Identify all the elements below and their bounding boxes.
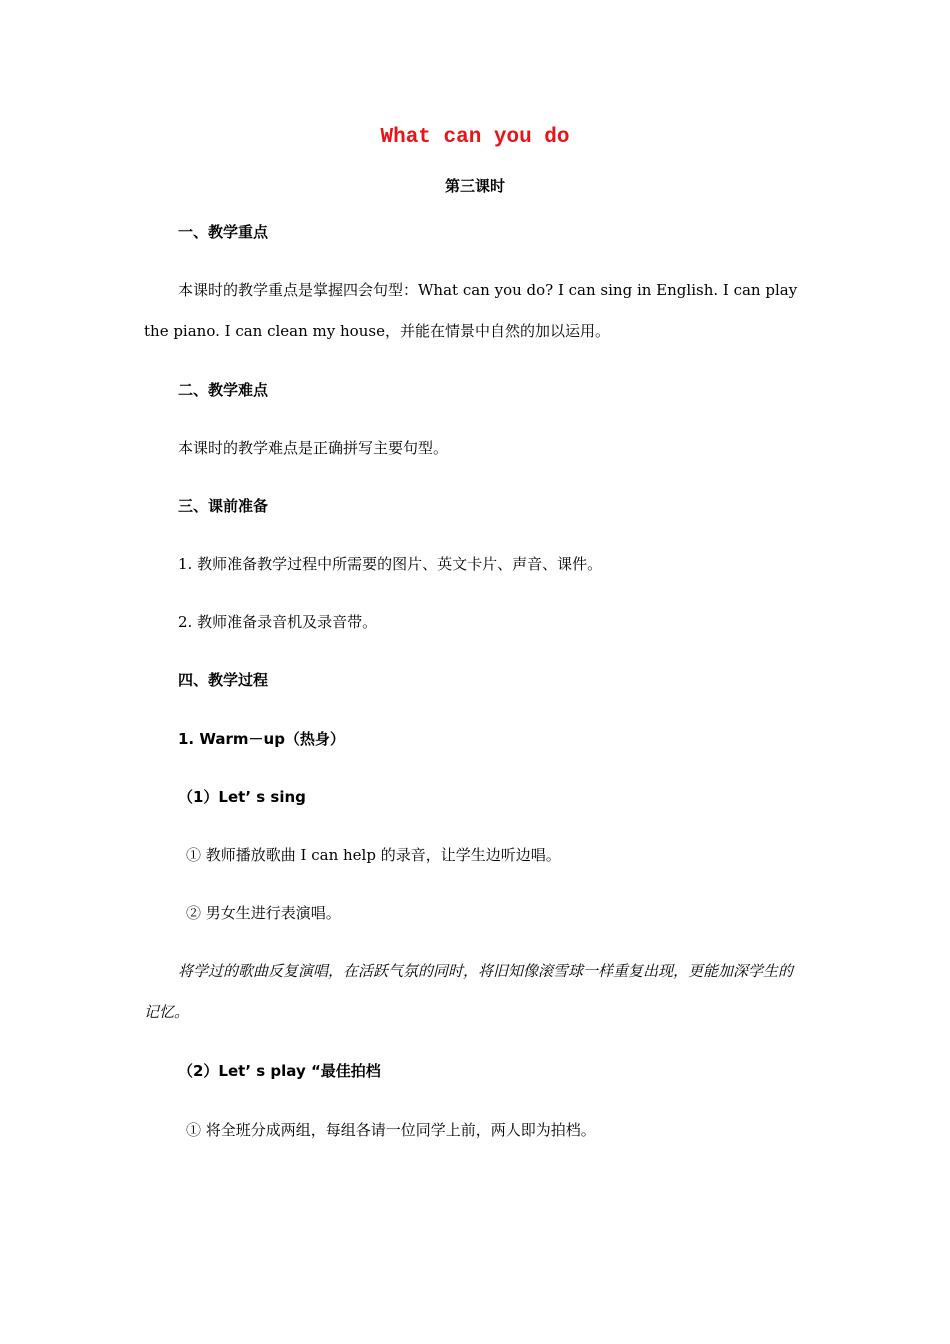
lets-sing-item-1: ① 教师播放歌曲 I can help 的录音，让学生边听边唱。 <box>186 846 561 864</box>
section-heading-process: 四、教学过程 <box>178 671 269 689</box>
section-heading-difficulties: 二、教学难点 <box>178 381 269 399</box>
preparation-item-1: 1. 教师准备教学过程中所需要的图片、英文卡片、声音、课件。 <box>178 555 603 573</box>
lets-sing-item-2: ② 男女生进行表演唱。 <box>186 904 341 922</box>
lesson-subtitle: 第三课时 <box>444 177 505 195</box>
section-heading-key-points: 一、教学重点 <box>178 223 269 241</box>
process-sub-lets-sing: （1）Let’ s sing <box>178 788 306 806</box>
section-heading-preparation: 三、课前准备 <box>178 497 269 515</box>
document-title: What can you do <box>380 126 570 149</box>
key-points-paragraph: 本课时的教学重点是掌握四会句型：What can you do? I can sing in English. I can play the piano. I can clean my house，并能在情景中自然的加以运用。 <box>144 281 798 340</box>
preparation-item-2: 2. 教师准备录音机及录音带。 <box>178 613 378 631</box>
difficulties-paragraph: 本课时的教学难点是正确拼写主要句型。 <box>178 439 449 457</box>
process-step-warm-up: 1. Warm－up（热身） <box>178 730 345 748</box>
teaching-note: 将学过的歌曲反复演唱，在活跃气氛的同时，将旧知像滚雪球一样重复出现，更能加深学生的记忆。 <box>144 962 794 1021</box>
process-sub-lets-play: （2）Let’ s play “最佳拍档 <box>178 1062 381 1080</box>
lets-play-item-1: ① 将全班分成两组，每组各请一位同学上前，两人即为拍档。 <box>186 1121 596 1139</box>
